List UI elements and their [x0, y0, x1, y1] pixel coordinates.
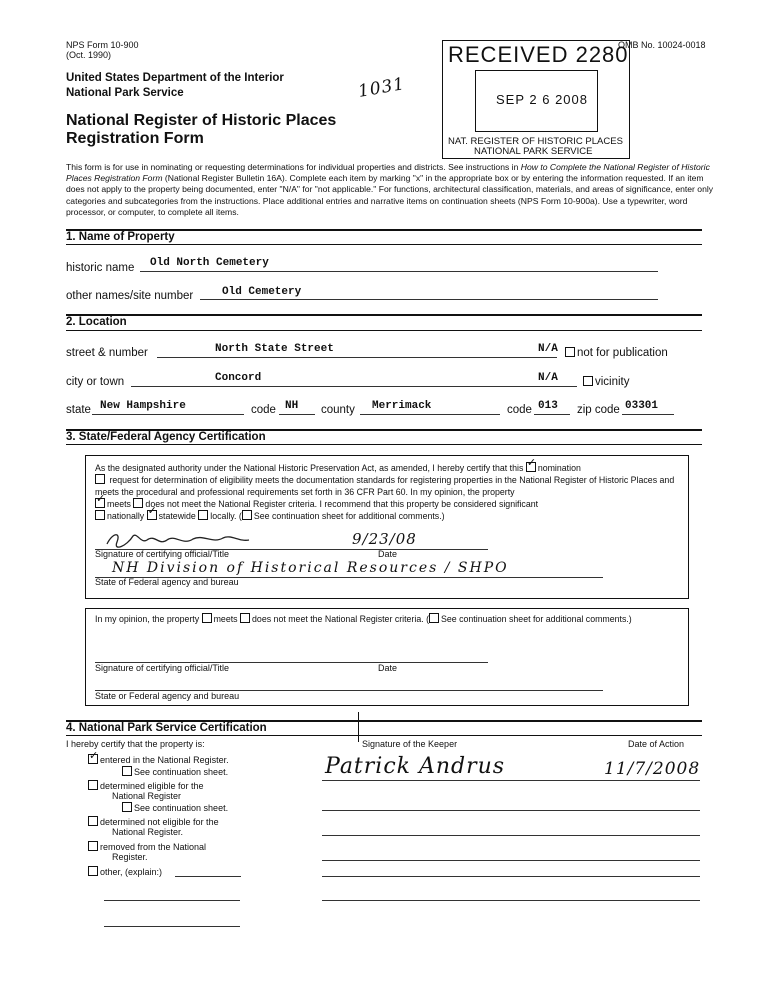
state-code-line [279, 414, 315, 415]
nationally-checkbox[interactable] [95, 510, 105, 520]
street-line [157, 357, 557, 358]
locally-checkbox[interactable] [198, 510, 208, 520]
not-eligible-option[interactable]: determined not eligible for the [88, 816, 219, 827]
state-code-value[interactable]: NH [285, 400, 299, 412]
keeper-line-3 [322, 835, 700, 836]
state-line [92, 414, 244, 415]
section-4-underline [66, 735, 702, 736]
does-not-meet-checkbox[interactable] [133, 498, 143, 508]
opinion-does-not-meet-checkbox[interactable] [240, 613, 250, 623]
historic-name-label: historic name [66, 262, 135, 274]
other-names-value[interactable]: Old Cemetery [222, 286, 302, 298]
meets-checkbox[interactable] [95, 498, 105, 508]
see-continuation-checkbox[interactable] [242, 510, 252, 520]
section-2-underline [66, 330, 702, 331]
state-label: state [66, 404, 91, 416]
not-for-publication-checkbox[interactable] [565, 347, 575, 357]
not-eligible-checkbox[interactable] [88, 816, 98, 826]
form-date: (Oct. 1990) [66, 50, 112, 60]
state-official-signature [103, 530, 253, 550]
zip-value[interactable]: 03301 [625, 400, 659, 412]
form-title-line-1: National Register of Historic Places [66, 112, 337, 129]
entered-option[interactable]: ✓entered in the National Register. [88, 754, 229, 765]
opinion-signature-label: Signature of certifying official/Title [95, 663, 230, 673]
keeper-signature: Patrick Andrus [325, 754, 506, 779]
removed-option[interactable]: removed from the National [88, 841, 206, 852]
state-value[interactable]: New Hampshire [100, 400, 186, 412]
omb-number: OMB No. 10024-0018 [618, 40, 706, 50]
state-signature-date: 9/23/08 [352, 530, 417, 548]
agency-label: State of Federal agency and bureau [95, 577, 239, 587]
city-label: city or town [66, 376, 125, 388]
eligible-option-line-2: National Register [112, 791, 182, 801]
entered-checkbox[interactable] [88, 754, 98, 764]
removed-option-line-2: Register. [112, 852, 148, 862]
eligible-option[interactable]: determined eligible for the [88, 780, 204, 791]
form-title-line-2: Registration Form [66, 130, 204, 147]
date-of-action-label: Date of Action [628, 739, 685, 749]
eligible-checkbox[interactable] [88, 780, 98, 790]
keeper-line-5 [322, 876, 700, 877]
form-number: NPS Form 10-900 [66, 40, 139, 50]
na-publication: N/A [538, 343, 558, 355]
county-line [360, 414, 500, 415]
not-eligible-option-line-2: National Register. [112, 827, 184, 837]
other-names-label: other names/site number [66, 290, 194, 302]
action-date: 11/7/2008 [604, 759, 701, 779]
signature-keeper-label: Signature of the Keeper [362, 739, 458, 749]
vicinity-checkbox[interactable] [583, 376, 593, 386]
statewide-checkbox[interactable] [147, 510, 157, 520]
opinion-text: In my opinion, the property meets does not meet the National Register criteria. ( See continuation sheet for additional comments.) [95, 614, 632, 624]
state-code-label: code [251, 404, 276, 416]
agency-handwritten: NH Division of Historical Resources / SHPO [112, 560, 509, 576]
other-checkbox[interactable] [88, 866, 98, 876]
street-label: street & number [66, 347, 148, 359]
section-4-heading: 4. National Park Service Certification [66, 722, 267, 734]
continuation-2-checkbox[interactable] [122, 802, 132, 812]
section-3-underline [66, 444, 702, 445]
request-checkbox[interactable] [95, 474, 105, 484]
other-explain-line[interactable] [175, 876, 241, 877]
nomination-checkbox[interactable] [526, 462, 536, 472]
continuation-1-checkbox[interactable] [122, 766, 132, 776]
vicinity[interactable]: vicinity [583, 376, 630, 388]
street-value[interactable]: North State Street [215, 343, 334, 355]
county-code-line [534, 414, 570, 415]
section-3-heading: 3. State/Federal Agency Certification [66, 431, 266, 443]
na-vicinity: N/A [538, 372, 558, 384]
department-line-1: United States Department of the Interior [66, 72, 284, 84]
county-code-label: code [507, 404, 532, 416]
state-signature-label: Signature of certifying official/Title [95, 549, 230, 559]
opinion-continuation-checkbox[interactable] [429, 613, 439, 623]
opinion-agency-label: State or Federal agency and bureau [95, 691, 240, 701]
state-date-label: Date [378, 549, 398, 559]
keeper-line-2 [322, 810, 700, 811]
county-code-value[interactable]: 013 [538, 400, 558, 412]
zip-label: zip code [577, 404, 620, 416]
stamp-received: RECEIVED 2280 [448, 42, 629, 67]
see-continuation-2[interactable]: See continuation sheet. [122, 802, 228, 813]
removed-checkbox[interactable] [88, 841, 98, 851]
department-line-2: National Park Service [66, 87, 184, 99]
not-for-publication[interactable]: not for publication [565, 347, 668, 359]
keeper-line-4 [322, 860, 700, 861]
keeper-line-6 [322, 900, 700, 901]
intro-paragraph: This form is for use in nominating or requesting determinations for individual properties and districts. See instructions in How to Complete the National Register of Historic Places Registration Form (National Register Bulletin 16A). Complete each item by marking "x" in the appropriate box or by entering the information requested. If an item does not apply to the property being documented, enter "N/A" for "not applicable." For functions, architectural classification, materials, and areas of significance, enter only categories and subcategories from the instructions. Place additional entries and narrative items on continuation sheets (NPS Form 10-900a). Use a typewriter, word processor, or computer, to complete all items. [66, 162, 714, 217]
section-1-heading: 1. Name of Property [66, 231, 175, 243]
keeper-line-1 [322, 780, 700, 781]
section-2-heading: 2. Location [66, 316, 127, 328]
other-names-line [200, 299, 658, 300]
county-value[interactable]: Merrimack [372, 400, 432, 412]
section-2-rule [66, 314, 702, 316]
stamp-line-1: NAT. REGISTER OF HISTORIC PLACES [448, 136, 623, 147]
city-value[interactable]: Concord [215, 372, 262, 384]
opinion-date-label: Date [378, 663, 398, 673]
see-continuation-1[interactable]: See continuation sheet. [122, 766, 228, 777]
other-line-2 [104, 900, 240, 901]
keeper-mark [358, 712, 359, 742]
city-line [131, 386, 577, 387]
handwritten-number: 1031 [356, 74, 407, 102]
certification-text: As the designated authority under the National Historic Preservation Act, as amended, I hereby certify that this ✓ nomination request for determination of eligibility meets the documentation standards for registering properties in the National Register of Historic Places and meets the procedural and professional requirements set forth in 36 CFR Part 60. In my opinion, the property ✓meets does not meet the National Register criteria. I recommend that this property be considered significant nationally ✓ statewide locally. ( See continuation sheet for additional comments.) [95, 462, 690, 522]
stamp-line-2: NATIONAL PARK SERVICE [474, 146, 593, 157]
opinion-meets-checkbox[interactable] [202, 613, 212, 623]
historic-name-line [140, 271, 658, 272]
certify-text: I hereby certify that the property is: [66, 739, 205, 749]
stamp-date: SEP 2 6 2008 [496, 92, 588, 107]
historic-name-value[interactable]: Old North Cemetery [150, 257, 269, 269]
section-1-underline [66, 244, 702, 245]
county-label: county [321, 404, 355, 416]
other-option[interactable]: other, (explain:) [88, 866, 162, 877]
zip-line [622, 414, 674, 415]
other-line-3 [104, 926, 240, 927]
